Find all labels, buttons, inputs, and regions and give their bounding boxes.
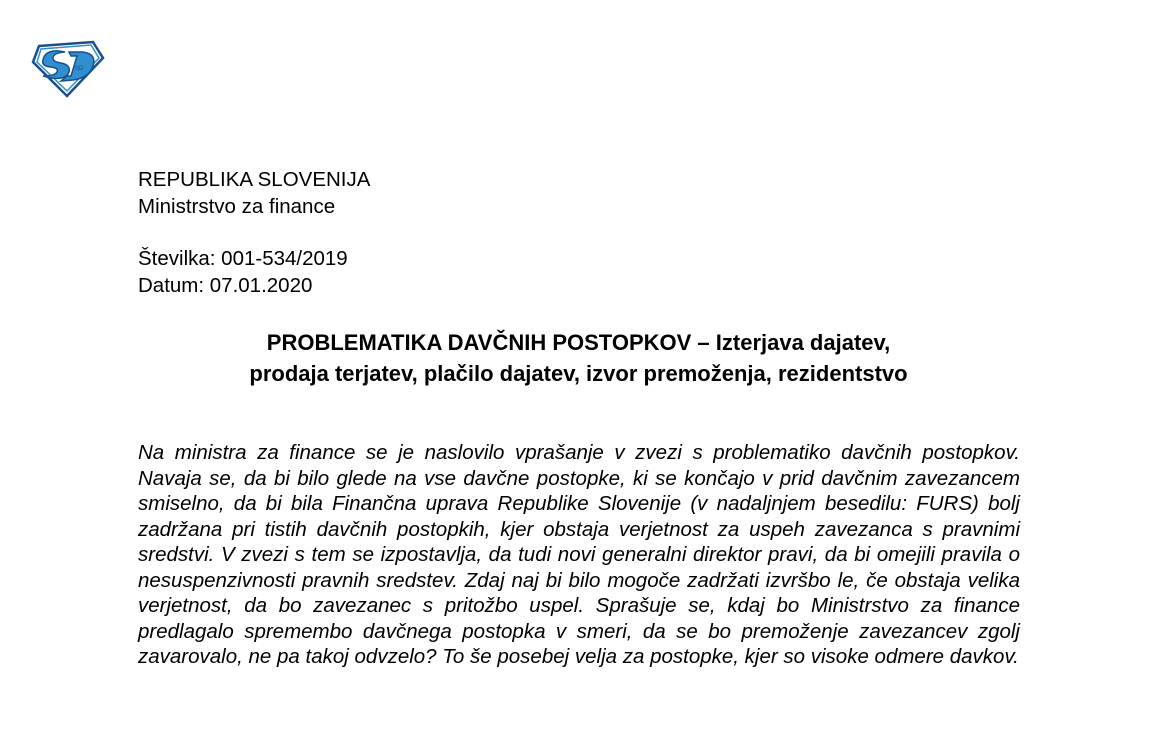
- sd-diamond-logo-icon: [31, 40, 105, 98]
- title-line-2: prodaja terjatev, plačilo dajatev, izvor premoženja, rezidentstvo: [249, 361, 908, 386]
- document-date: Datum: 07.01.2020: [138, 274, 313, 297]
- org-name: REPUBLIKA SLOVENIJA: [138, 168, 371, 191]
- document-title: [0, 327, 1157, 389]
- body-paragraph: Na ministra za finance se je naslovilo vprašanje v zvezi s problematiko davčnih postopkov. Navaja se, da bi bilo glede na vse davčne postopke, ki se končajo v prid davčnim zavezancem smiselno, da bi bila Finančna uprava Republike Slovenije (v nadaljnjem besedilu: FURS) bolj zadržana pri tistih davčnih postopkih, kjer obstaja verjetnost za uspeh zavezanca s pravnimi sredstvi. V zvezi s tem se izpostavlja, da tudi novi generalni direktor pravi, da bi omejili pravila o nesuspenzivnosti pravnih sredstev. Zdaj naj bi bilo mogoče zadržati izvršbo le, če obstaja velika verjetnost, da bo zavezanec s pritožbo uspel. Sprašuje se, kdaj bo Ministrstvo za finance predlagalo spremembo davčnega postopka v smeri, da se bo premoženje zavezancev zgolj zavarovalo, ne pa takoj odvzelo? To še posebej velja za postopke, kjer so visoke odmere davkov.: [138, 441, 1020, 668]
- sd-logo: [31, 40, 105, 98]
- document-header: [138, 166, 370, 220]
- document-meta: [138, 245, 348, 299]
- document-number: Številka: 001-534/2019: [138, 247, 348, 270]
- title-line-1: PROBLEMATIKA DAVČNIH POSTOPKOV – Izterjava dajatev,: [266, 330, 891, 355]
- logo-text: SD: [75, 66, 84, 72]
- ministry-name: Ministrstvo za finance: [138, 195, 336, 218]
